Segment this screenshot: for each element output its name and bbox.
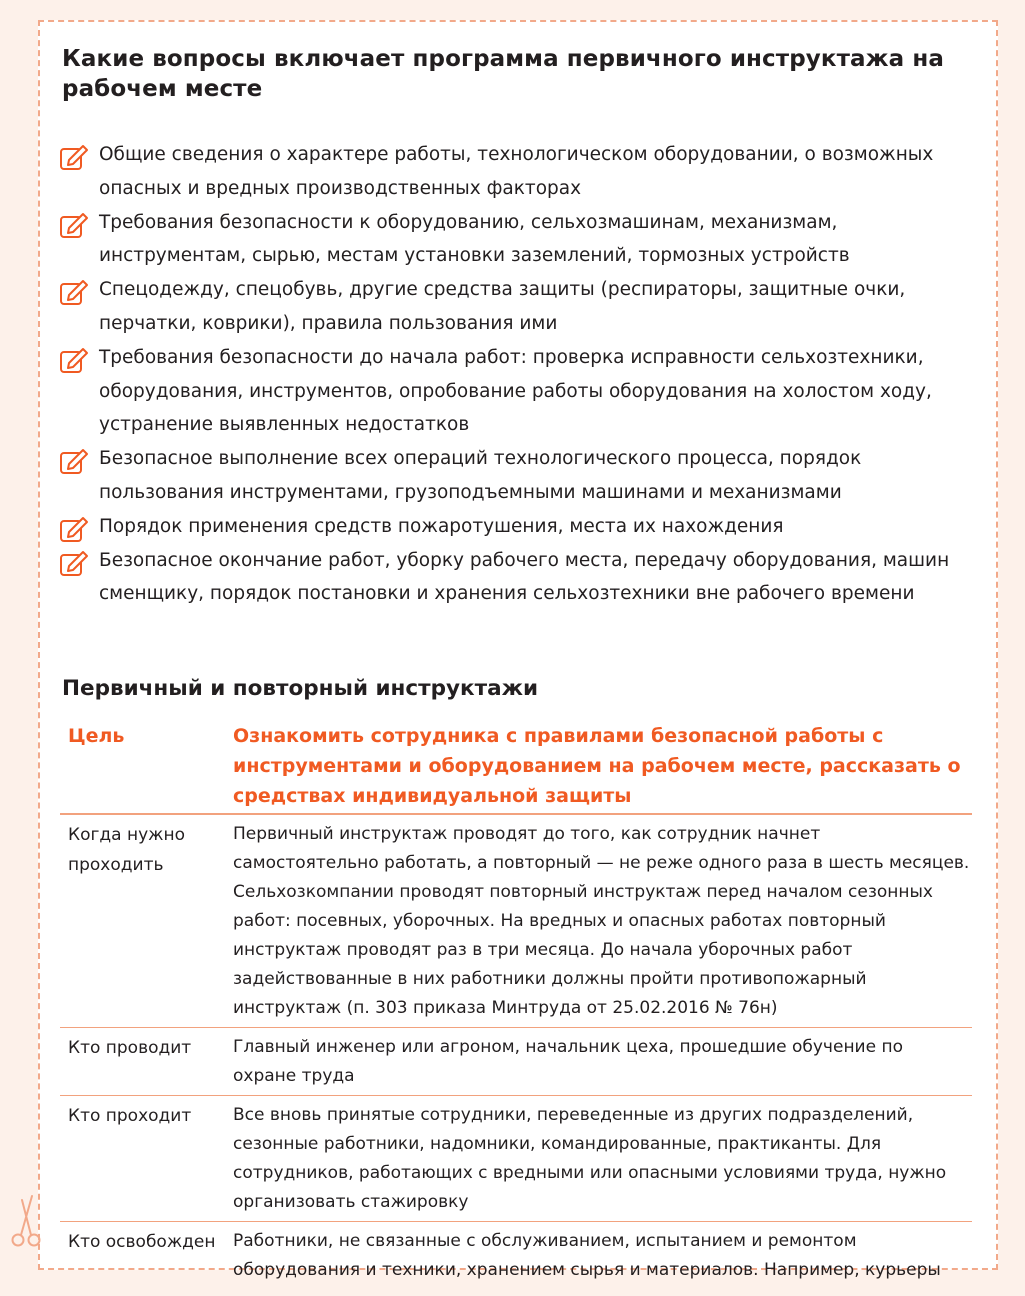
row-value: Все вновь принятые сотрудники, переведенные из других подразделений, сезонные работники, надомники, командированные, практиканты. Для сотрудников, работающих с вредными или опасными условиями труда, нужно организовать стажировку [233, 1096, 972, 1222]
row-value: Главный инженер или агроном, начальник цеха, прошедшие обучение по охране труда [233, 1028, 972, 1096]
checklist-item [60, 442, 975, 510]
checklist-item-text: Порядок применения средств пожаротушения, места их нахождения [99, 515, 784, 537]
table-title: Первичный и повторный инструктажи [62, 676, 539, 701]
table-row [60, 1222, 972, 1290]
table-row-goal [60, 717, 972, 814]
checklist-item-text: Спецодежду, спецобувь, другие средства защиты (респираторы, защитные очки, перчатки, коврики), правила пользования ими [99, 279, 906, 334]
row-label: Кто проходит [60, 1096, 233, 1222]
checklist-item-text: Безопасное окончание работ, уборку рабочего места, передачу оборудования, машин сменщику, порядок постановки и хранения сельхозтехники вне рабочего времени [99, 549, 950, 605]
checklist-item-text: Требования безопасности к оборудованию, сельхозмашинам, механизмам, инструментам, сырью, местам установки заземлений, тормозных устройств [99, 211, 850, 267]
row-value: Ознакомить сотрудника с правилами безопасной работы с инструментами и оборудованием на рабочем месте, рассказать о средствах индивидуальной защиты [233, 717, 972, 814]
checklist-item-text: Общие сведения о характере работы, технологическом оборудовании, о возможных опасных и вредных производственных факторах [99, 144, 934, 199]
row-label: Кто освобожден [68, 1232, 216, 1252]
pencil-check-icon [60, 346, 90, 374]
checklist-item-text: Требования безопасности до начала работ: проверка исправности сельхозтехники, оборудования, инструментов, опробование работы оборудования на холостом ходу, устранение выявленных недостатков [99, 346, 932, 436]
checklist-item [60, 544, 975, 612]
pencil-check-icon [60, 278, 90, 306]
row-value: Первичный инструктаж проводят до того, как сотрудник начнет самостоятельно работать, а повторный — не реже одного раза в шесть месяцев. Сельхозкомпании проводят повторный инструктаж перед началом сезонных работ: посевных, уборочных. На вредных и опасных работах повторный инструктаж проводят раз в три месяца. До начала уборочных работ задействованные в них работники должны пройти противопожарный инструктаж (п. 303 приказа Минтруда от 25.02.2016 № 76н) [233, 814, 972, 1028]
pencil-check-icon [60, 515, 90, 543]
checklist-item [60, 138, 975, 206]
row-value: Работники, не связанные с обслуживанием, испытанием и ремонтом оборудования и техники, хранением сырья и материалов. Например, курьеры [233, 1231, 941, 1280]
pencil-check-icon [60, 549, 90, 577]
row-label: Цель [60, 717, 233, 814]
row-label: Кто проводит [60, 1028, 233, 1096]
checklist-item [60, 206, 975, 274]
table-row [60, 1096, 972, 1222]
content-card [38, 20, 998, 1280]
pencil-check-icon [60, 143, 90, 171]
pencil-check-icon [60, 211, 90, 239]
table-row [60, 1028, 972, 1096]
row-label: Когда нужно проходить [60, 814, 233, 1028]
checklist-item [60, 510, 975, 544]
checklist-item-text: Безопасное выполнение всех операций технологического процесса, порядок пользования инструментами, грузоподъемными машинами и механизмами [99, 448, 862, 503]
section-title: Какие вопросы включает программа первичного инструктажа на рабочем месте [62, 46, 944, 102]
scissors-icon [10, 1190, 42, 1250]
checklist-item [60, 273, 975, 341]
checklist-item [60, 341, 975, 442]
instruction-table [60, 717, 972, 1289]
table-row [60, 814, 972, 1028]
pencil-check-icon [60, 447, 90, 475]
checklist [60, 138, 975, 611]
